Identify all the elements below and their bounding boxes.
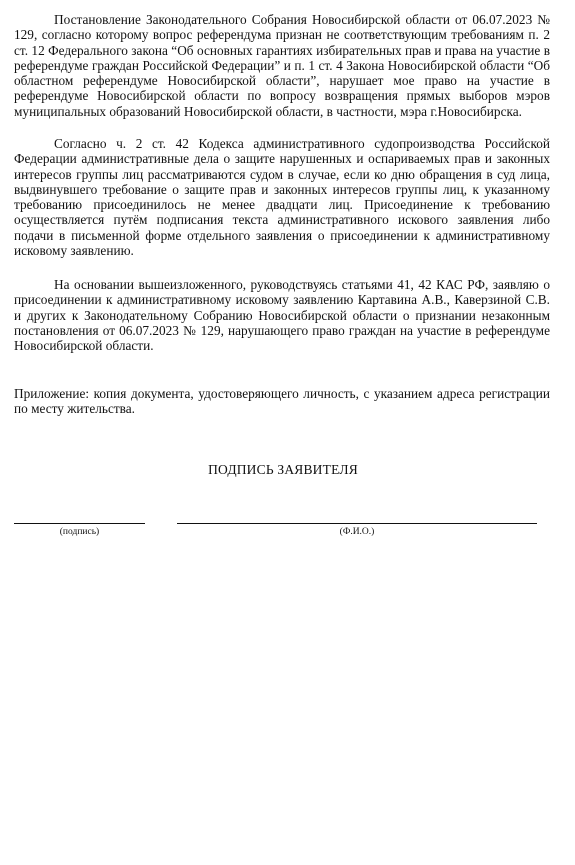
signature-line — [14, 523, 145, 524]
signature-caption: (подпись) — [59, 527, 100, 537]
full-name-caption: (Ф.И.О.) — [339, 527, 375, 537]
full-name-line — [177, 523, 537, 524]
signature-heading: ПОДПИСЬ ЗАЯВИТЕЛЯ — [208, 462, 358, 477]
paragraph-law-reference: Согласно ч. 2 ст. 42 Кодекса административного судопроизводства Российской Федерации административные дела о защите нарушенных и оспариваемых прав и законных интересов группы лиц рассматриваются судом в случае, если ко дню обращения в суд лица, выдвинувшего требование о защите прав и законных интересов группы лиц, к указанному требованию присоединилось не менее двадцати лиц. Присоединение к требованию осуществляется путём подписания текста административного искового заявления либо подачи в письменной форме отдельного заявления о присоединении к административному исковому заявлению. — [14, 136, 550, 259]
paragraph-resolution: Постановление Законодательного Собрания Новосибирской области от 06.07.2023 № 129, согласно которому вопрос референдума признан не соответствующим требованиям п. 2 ст. 12 Федерального закона “Об основных гарантиях избирательных прав и права на участие в референдуме граждан Российской Федерации” и п. 1 ст. 4 Закона Новосибирской области “Об областном референдуме Новосибирской области”, нарушает мое право на участие в референдуме Новосибирской области по вопросу возвращения прямых выборов мэров муниципальных образований Новосибирской области, в частности, мэра г.Новосибирска. — [14, 12, 550, 119]
paragraph-attachment: Приложение: копия документа, удостоверяющего личность, с указанием адреса регистрации по месту жительства. — [14, 386, 550, 417]
paragraph-statement: На основании вышеизложенного, руководствуясь статьями 41, 42 КАС РФ, заявляю о присоединении к административному исковому заявлению Картавина А.В., Каверзиной С.В. и других к Законодательному Собранию Новосибирской области о признании незаконным постановления от 06.07.2023 № 129, нарушающего право граждан на участие в референдуме Новосибирской области. — [14, 277, 550, 354]
